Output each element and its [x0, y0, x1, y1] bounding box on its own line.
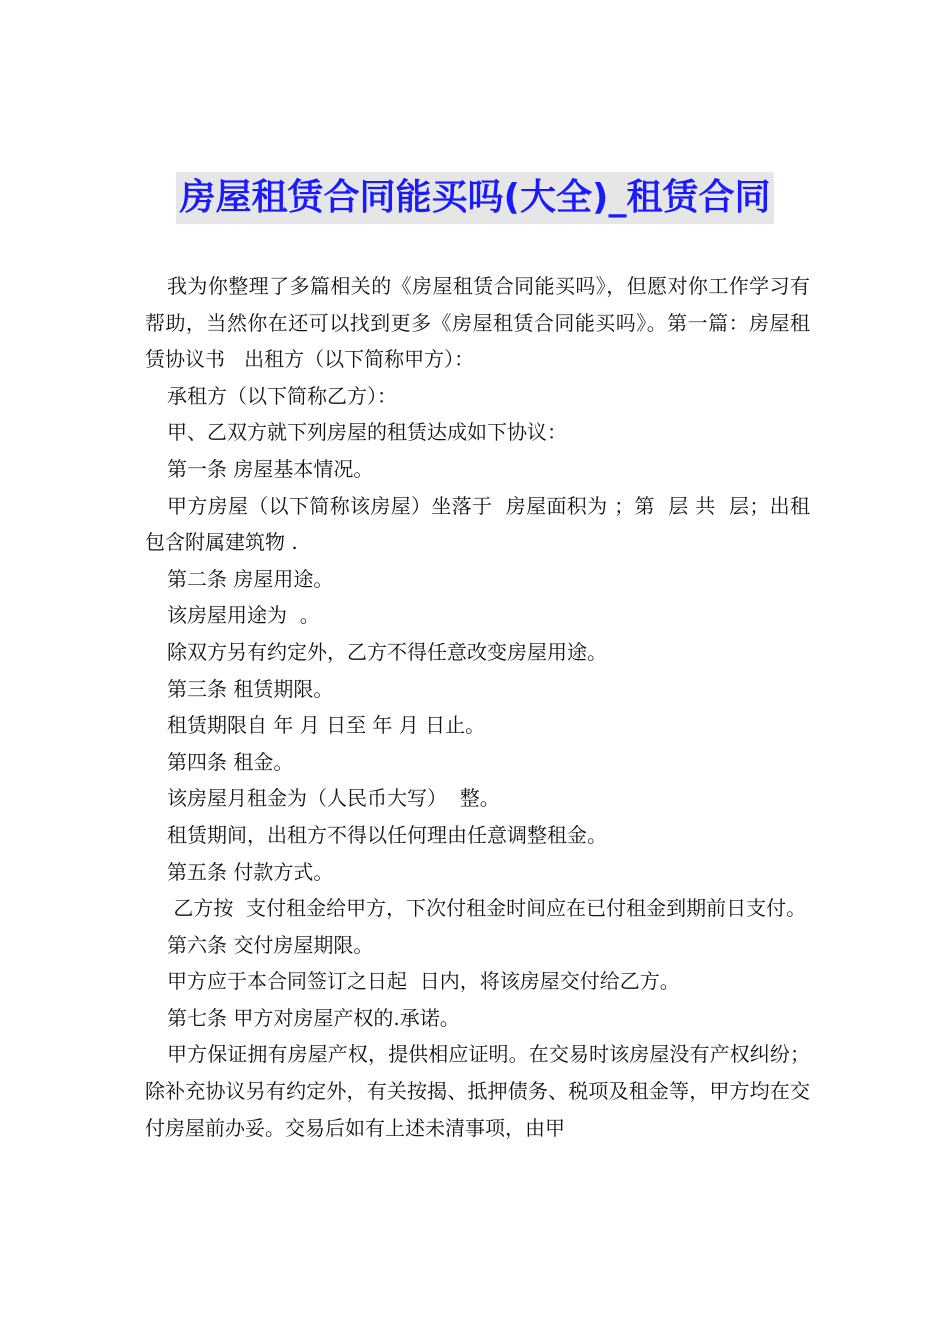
- clause-3-heading: 第三条 租赁期限。: [167, 676, 334, 701]
- paragraph-intro: 我为你整理了多篇相关的《房屋租赁合同能买吗》，但愿对你工作学习有帮助，当然你在还可以找到更多《房屋租赁合同能买吗》。第一篇：房屋租赁协议书 出租方（以下简称甲方）：: [145, 274, 810, 372]
- clause-5-body: 乙方按 支付租金给甲方，下次付租金时间应在已付租金到期前日支付。: [167, 896, 807, 921]
- clause-6-heading: 第六条 交付房屋期限。: [167, 932, 374, 957]
- clause-5-heading: 第五条 付款方式。: [167, 859, 334, 884]
- clause-6-body: 甲方应于本合同签订之日起 日内，将该房屋交付给乙方。: [167, 969, 680, 994]
- clause-7-heading: 第七条 甲方对房屋产权的.承诺。: [167, 1005, 460, 1030]
- document-title: 房屋租赁合同能买吗(大全)_租赁合同: [176, 172, 775, 224]
- clause-3-body: 租赁期限自 年 月 日至 年 月 日止。: [167, 713, 486, 738]
- paragraph-agreement: 甲、乙双方就下列房屋的租赁达成如下协议：: [167, 420, 567, 445]
- clause-4-body: 该房屋月租金为（人民币大写） 整。: [167, 786, 500, 811]
- clause-4-body-2: 租赁期间，出租方不得以任何理由任意调整租金。: [167, 822, 607, 847]
- clause-2-body-2: 除双方另有约定外，乙方不得任意改变房屋用途。: [167, 639, 607, 664]
- clause-4-heading: 第四条 租金。: [167, 749, 294, 774]
- clause-1-heading: 第一条 房屋基本情况。: [167, 456, 374, 481]
- clause-2-heading: 第二条 房屋用途。: [167, 566, 334, 591]
- title-container: [0, 172, 950, 224]
- clause-7-body: 甲方保证拥有房屋产权，提供相应证明。在交易时该房屋没有产权纠纷；除补充协议另有约定外，有关按揭、抵押债务、税项及租金等，甲方均在交付房屋前办妥。交易后如有上述未清事项，由甲: [145, 1042, 810, 1140]
- document-body: [145, 268, 810, 1146]
- clause-1-body: 甲方房屋（以下简称该房屋）坐落于 房屋面积为 ；第 层 共 层；出租包含附属建筑物 .: [145, 493, 810, 555]
- paragraph-lessee: 承租方（以下简称乙方）：: [167, 383, 397, 408]
- clause-2-body: 该房屋用途为 。: [167, 603, 320, 628]
